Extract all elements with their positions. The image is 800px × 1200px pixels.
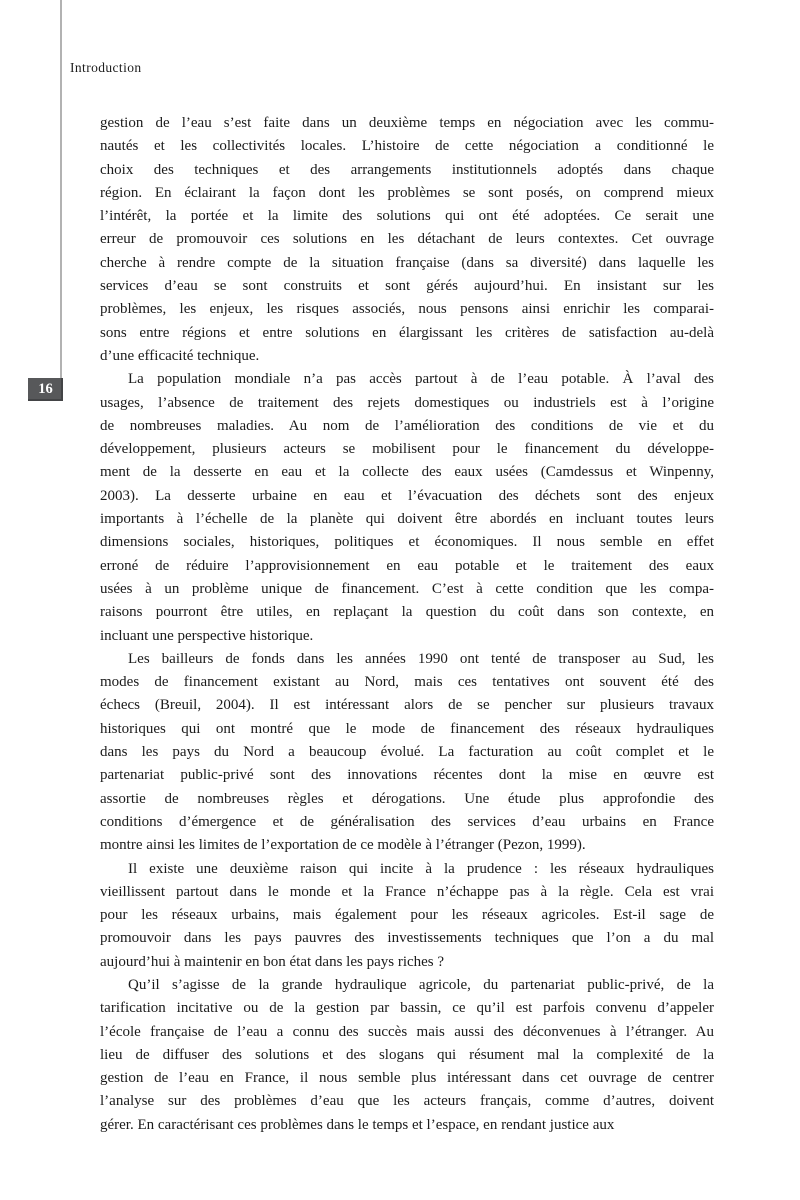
margin-rule xyxy=(60,0,62,378)
paragraph xyxy=(100,368,714,648)
text-line: usages, l’absence de traitement des rejets domestiques ou industriels est à l’origine xyxy=(100,394,714,411)
text-line: de nombreuses maladies. Au nom de l’amélioration des conditions de vie et du xyxy=(100,417,714,434)
text-line: montre ainsi les limites de l’exportation de ce modèle à l’étranger (Pezon, 1999). xyxy=(100,837,586,854)
text-line: services d’eau se sont construits et sont gérés aujourd’hui. En insistant sur les xyxy=(100,278,714,295)
text-line: échecs (Breuil, 2004). Il est intéressant alors de se pencher sur plusieurs travaux xyxy=(100,697,714,714)
text-line: conditions d’émergence et de généralisation des services d’eau urbains en France xyxy=(100,813,714,830)
text-line: gestion de l’eau s’est faite dans un deuxième temps en négociation avec les commu- xyxy=(100,115,714,131)
text-line: pour les réseaux urbains, mais également pour les réseaux agricoles. Est-il sage de xyxy=(100,907,714,924)
text-line: vieillissent partout dans le monde et la France n’échappe pas à la règle. Cela est vrai xyxy=(100,883,714,900)
text-line: incluant une perspective historique. xyxy=(100,627,314,644)
body-text xyxy=(100,112,714,1137)
text-line: région. En éclairant la façon dont les problèmes se sont posés, on comprend mieux xyxy=(100,184,714,201)
text-line: dimensions sociales, historiques, politiques et économiques. Il nous semble en effet xyxy=(100,534,714,551)
text-line: cherche à rendre compte de la situation française (dans sa diversité) dans laquelle les xyxy=(100,254,714,271)
text-line: erroné de réduire l’approvisionnement en eau potable et le traitement des eaux xyxy=(100,557,714,574)
text-line: problèmes, les enjeux, les risques associés, nous pensons ainsi enrichir les comparai- xyxy=(100,301,714,318)
text-line: 2003). La desserte urbaine en eau et l’évacuation des déchets sont des enjeux xyxy=(100,487,714,504)
text-line: ment de la desserte en eau et la collecte des eaux usées (Camdessus et Winpenny, xyxy=(100,464,714,481)
running-header: Introduction xyxy=(70,60,142,75)
text-line: La population mondiale n’a pas accès partout à de l’eau potable. À l’aval des xyxy=(128,371,714,388)
page-number-badge: 16 xyxy=(28,378,63,401)
text-line: gérer. En caractérisant ces problèmes dans le temps et l’espace, en rendant justice aux xyxy=(100,1116,615,1133)
text-line: raisons pourront être utiles, en replaçant la question du coût dans son contexte, en xyxy=(100,604,714,621)
text-line: tarification incitative ou de la gestion par bassin, ce qu’il est parfois convenu d’appeler xyxy=(100,1000,714,1017)
text-line: Qu’il s’agisse de la grande hydraulique agricole, du partenariat public-privé, de la xyxy=(128,976,714,993)
text-line: assortie de nombreuses règles et dérogations. Une étude plus approfondie des xyxy=(100,790,714,807)
text-line: choix des techniques et des arrangements institutionnels adoptés dans chaque xyxy=(100,161,714,178)
text-line: aujourd’hui à maintenir en bon état dans les pays riches ? xyxy=(100,953,445,970)
text-line: l’intérêt, la portée et la limite des solutions qui ont été adoptées. Ce serait une xyxy=(100,208,714,225)
text-line: sons entre régions et entre solutions en élargissant les critères de satisfaction au-delà xyxy=(100,324,714,341)
text-line: promouvoir dans les pays pauvres des investissements techniques que l’on a du mal xyxy=(100,930,714,947)
text-line: dans les pays du Nord a beaucoup évolué. La facturation au coût complet et le xyxy=(100,744,714,761)
text-line: d’une efficacité technique. xyxy=(100,347,260,364)
text-line: l’analyse sur des problèmes d’eau que les acteurs français, comme d’autres, doivent xyxy=(100,1093,714,1110)
text-line: lieu de diffuser des solutions et des slogans qui résument mal la complexité de la xyxy=(100,1046,714,1063)
text-line: nautés et les collectivités locales. L’histoire de cette négociation a conditionné le xyxy=(100,138,714,155)
text-line: erreur de promouvoir ces solutions en les détachant de leurs contextes. Cet ouvrage xyxy=(100,231,714,248)
text-line: historiques qui ont montré que le mode de financement des réseaux hydrauliques xyxy=(100,720,714,737)
text-line: usées à un problème unique de financement. C’est à cette condition que les compa- xyxy=(100,580,714,597)
text-line: l’école française de l’eau a connu des succès mais aussi des déconvenues à l’étranger. Au xyxy=(100,1023,714,1040)
text-line: partenariat public-privé sont des innovations récentes dont la mise en œuvre est xyxy=(100,767,714,784)
paragraph xyxy=(100,858,714,974)
paragraph xyxy=(100,974,714,1137)
text-line: Il existe une deuxième raison qui incite à la prudence : les réseaux hydrauliques xyxy=(128,860,714,877)
text-line: Les bailleurs de fonds dans les années 1990 ont tenté de transposer au Sud, les xyxy=(128,650,714,667)
text-line: développement, plusieurs acteurs se mobilisent pour le financement du développe- xyxy=(100,441,714,458)
paragraph xyxy=(100,112,714,368)
paragraph xyxy=(100,648,714,858)
text-line: importants à l’échelle de la planète qui doivent être abordés en incluant toutes leurs xyxy=(100,511,714,528)
text-line: gestion de l’eau en France, il nous semble plus intéressant dans cet ouvrage de centrer xyxy=(100,1070,714,1087)
text-line: modes de financement existant au Nord, mais ces tentatives ont souvent été des xyxy=(100,674,714,691)
